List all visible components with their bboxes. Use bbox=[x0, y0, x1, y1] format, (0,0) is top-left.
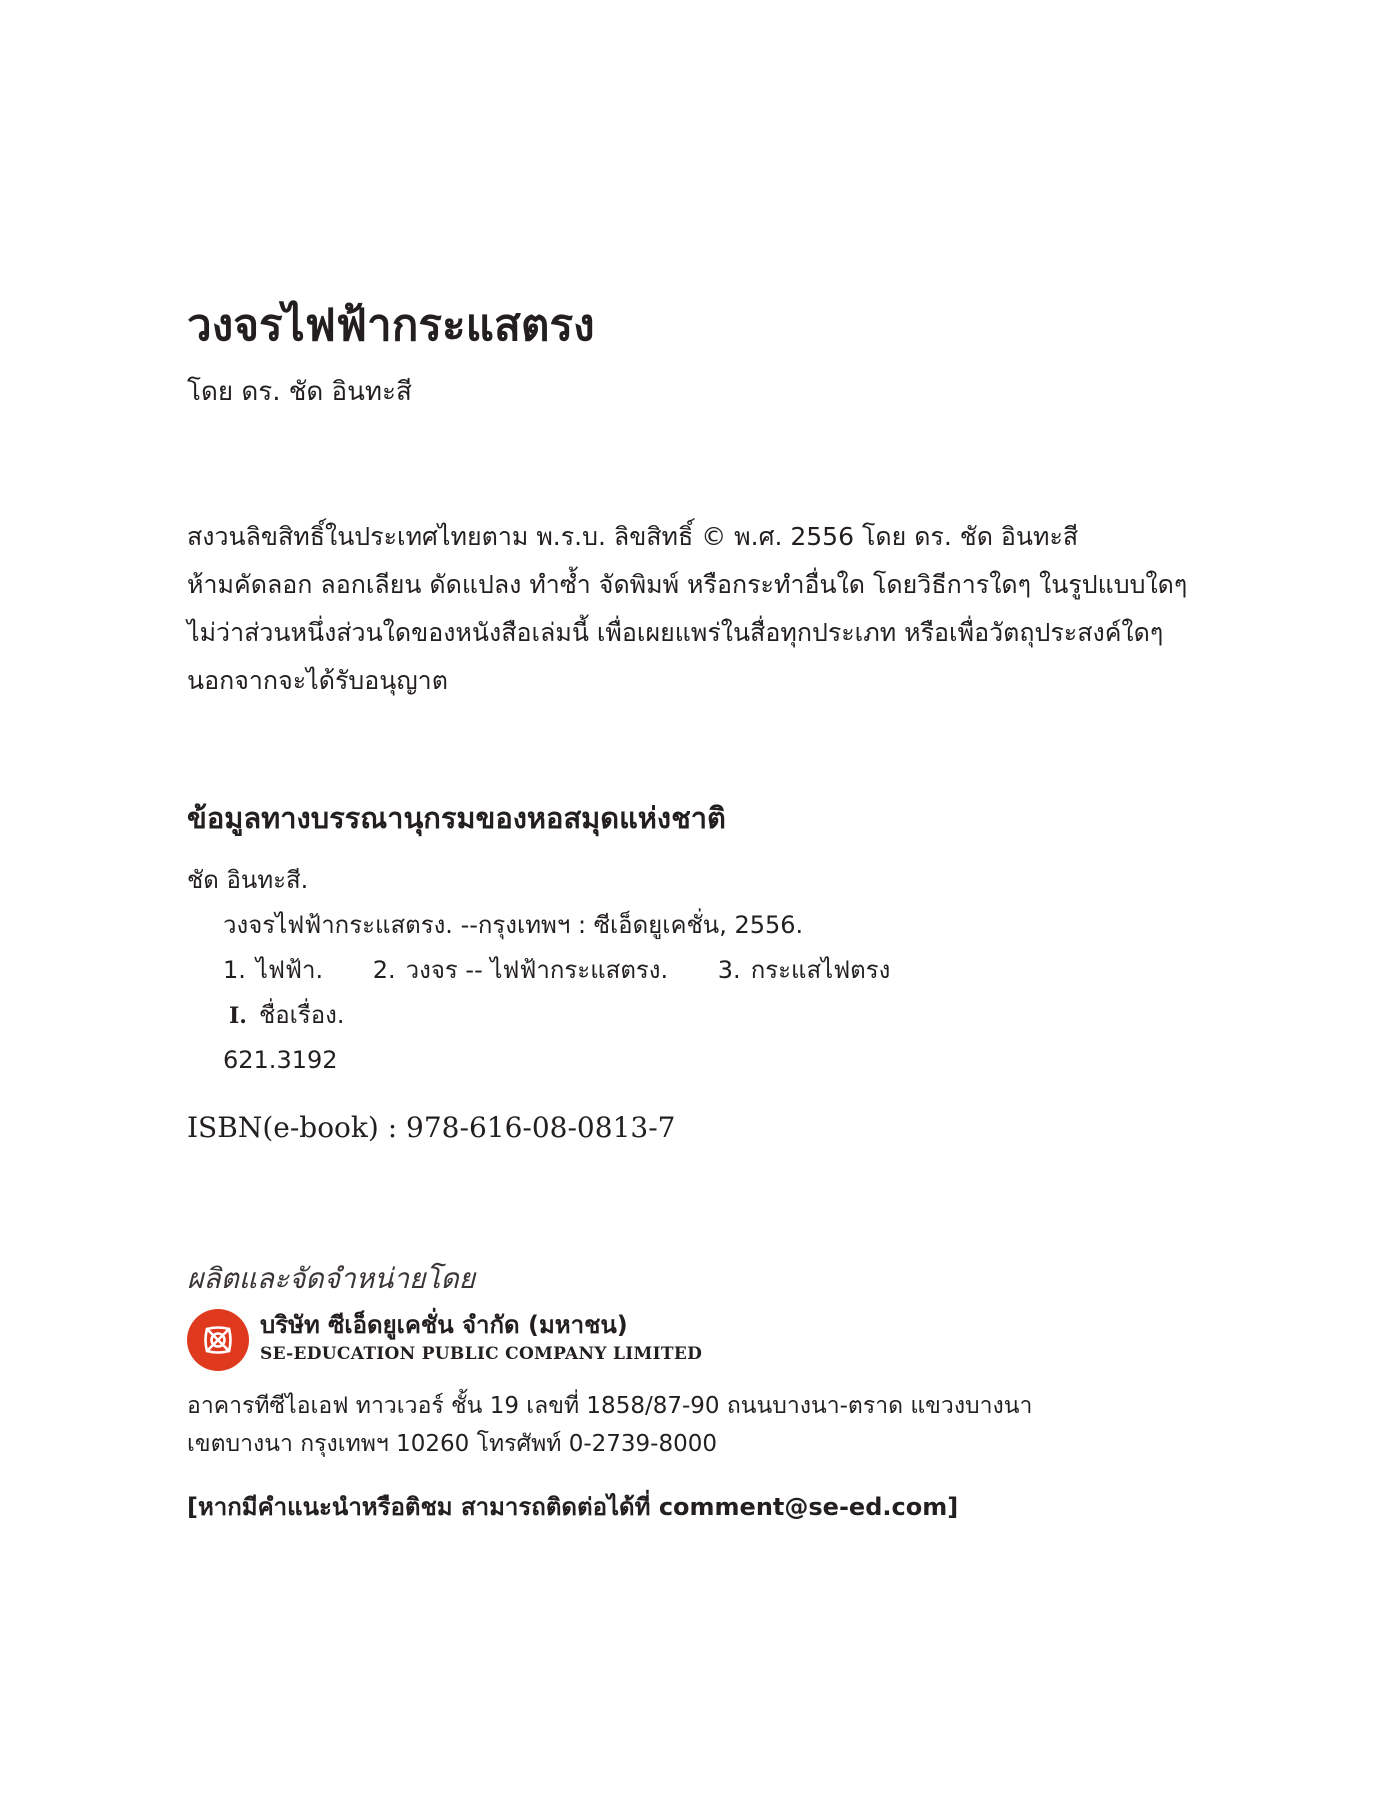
address-line: เขตบางนา กรุงเทพฯ 10260 โทรศัพท์ 0-2739-8000 bbox=[187, 1431, 718, 1457]
copyright-line: ห้ามคัดลอก ลอกเลียน ดัดแปลง ทำซ้ำ จัดพิมพ์ หรือกระทำอื่นใด โดยวิธีการใดๆ ในรูปแบบใดๆ bbox=[187, 570, 1188, 599]
cip-subject-number: 2. bbox=[372, 956, 396, 984]
address-line: อาคารทีซีไอเอฟ ทาวเวอร์ ชั้น 19 เลขที่ 1858/87-90 ถนนบางนา-ตราด แขวงบางนา bbox=[187, 1393, 1033, 1419]
cip-subject-number: 1. bbox=[223, 956, 246, 984]
copyright-page bbox=[187, 0, 1287, 1820]
cip-subject-text: กระแสไฟตรง bbox=[750, 956, 891, 984]
publisher-name-english: SE-EDUCATION PUBLIC COMPANY LIMITED bbox=[260, 1344, 703, 1364]
copyright-line: สงวนลิขสิทธิ์ในประเทศไทยตาม พ.ร.บ. ลิขสิทธิ์ © พ.ศ. 2556 โดย ดร. ชัด อินทะสี bbox=[187, 522, 1079, 551]
cip-title-entry bbox=[187, 993, 932, 1038]
isbn: ISBN(e-book) : 978-616-08-0813-7 bbox=[187, 1111, 676, 1144]
cip-heading: ข้อมูลทางบรรณานุกรมของหอสมุดแห่งชาติ bbox=[187, 801, 726, 835]
cip-imprint: วงจรไฟฟ้ากระแสตรง. --กรุงเทพฯ : ซีเอ็ดยูเคชั่น, 2556. bbox=[223, 911, 804, 939]
cip-record bbox=[187, 858, 932, 1083]
copyright-line: นอกจากจะได้รับอนุญาต bbox=[187, 666, 448, 695]
cip-classification: 621.3192 bbox=[223, 1046, 338, 1074]
cip-title-text: ชื่อเรื่อง. bbox=[258, 1001, 345, 1029]
cip-subject-text: วงจร -- ไฟฟ้ากระแสตรง. bbox=[405, 956, 669, 984]
cip-author: ชัด อินทะสี. bbox=[187, 866, 309, 894]
cip-subject bbox=[718, 948, 891, 993]
cip-subject-number: 3. bbox=[717, 956, 741, 984]
publisher-address bbox=[187, 1387, 1032, 1463]
cip-subjects bbox=[187, 948, 932, 993]
publisher-block bbox=[187, 1309, 887, 1373]
publisher-name-thai: บริษัท ซีเอ็ดยูเคชั่น จำกัด (มหาชน) bbox=[260, 1311, 628, 1339]
cip-subject bbox=[223, 948, 323, 993]
se-ed-logo-icon bbox=[187, 1309, 249, 1371]
cip-subject-text: ไฟฟ้า. bbox=[255, 956, 324, 984]
contact-note: [หากมีคำแนะนำหรือติชม สามารถติดต่อได้ที่ comment@se-ed.com] bbox=[187, 1493, 959, 1521]
copyright-notice bbox=[187, 513, 1267, 705]
cip-subject bbox=[373, 948, 668, 993]
copyright-line: ไม่ว่าส่วนหนึ่งส่วนใดของหนังสือเล่มนี้ เพื่อเผยแพร่ในสื่อทุกประเภท หรือเพื่อวัตถุประสงค์ใดๆ bbox=[187, 618, 1164, 647]
produced-by-label: ผลิตและจัดจำหน่ายโดย bbox=[187, 1262, 476, 1295]
author-byline: โดย ดร. ชัด อินทะสี bbox=[187, 377, 412, 407]
book-title: วงจรไฟฟ้ากระแสตรง bbox=[187, 300, 595, 351]
cip-title-number: I. bbox=[229, 1003, 247, 1029]
